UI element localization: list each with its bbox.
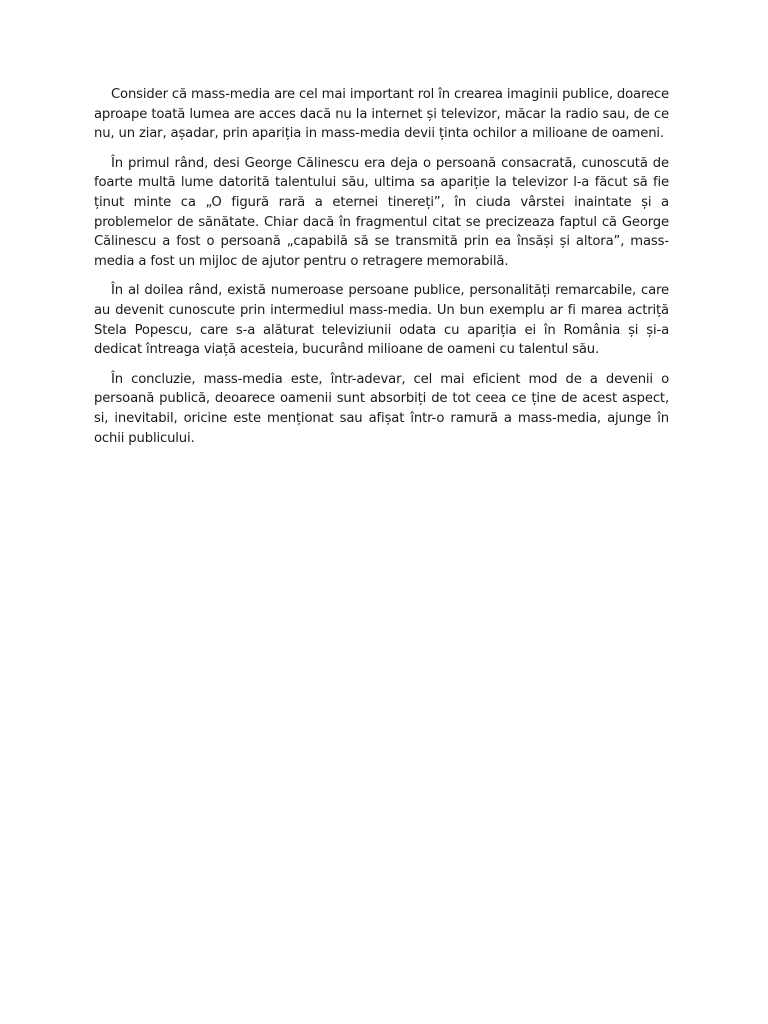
paragraph-intro: Consider că mass-media are cel mai important rol în crearea imaginii publice, doarece aproape toată lumea are acces dacă nu la internet și televizor, măcar la radio sau, de ce nu, un ziar, așadar, prin apariția in mass-media devii ținta ochilor a milioane de oameni.: [94, 87, 669, 142]
paragraph-conclusion: În concluzie, mass-media este, într-adevar, cel mai eficient mod de a devenii o persoană publică, deoarece oamenii sunt absorbiți de tot ceea ce ține de acest aspect, si, inevitabil, oricine este menționat sau afișat într-o ramură a mass-media, ajunge în ochii publicului.: [94, 371, 669, 446]
paragraph-first-argument: În primul rând, desi George Călinescu era deja o persoană consacrată, cunoscută de foarte multă lume datorită talentului său, ultima sa apariție la televizor l-a făcut să fie ținut minte ca „O figură rară a eternei tinereți”, în ciuda vârstei inaintate și a problemelor de sănătate. Chiar dacă în fragmentul citat se precizeaza faptul că George Călinescu a fost o persoană „capabilă să se transmită prin ea însăși și altora”, mass-media a fost un mijloc de ajutor pentru o retragere memorabilă.: [94, 155, 669, 269]
paragraph-second-argument: În al doilea rând, există numeroase persoane publice, personalități remarcabile, care au devenit cunoscute prin intermediul mass-media. Un bun exemplu ar fi marea actriță Stela Popescu, care s-a alăturat televiziunii odata cu apariția ei în România și și-a dedicat întreaga viață acesteia, bucurând milioane de oameni cu talentul său.: [94, 283, 669, 358]
document-body: [94, 85, 669, 458]
